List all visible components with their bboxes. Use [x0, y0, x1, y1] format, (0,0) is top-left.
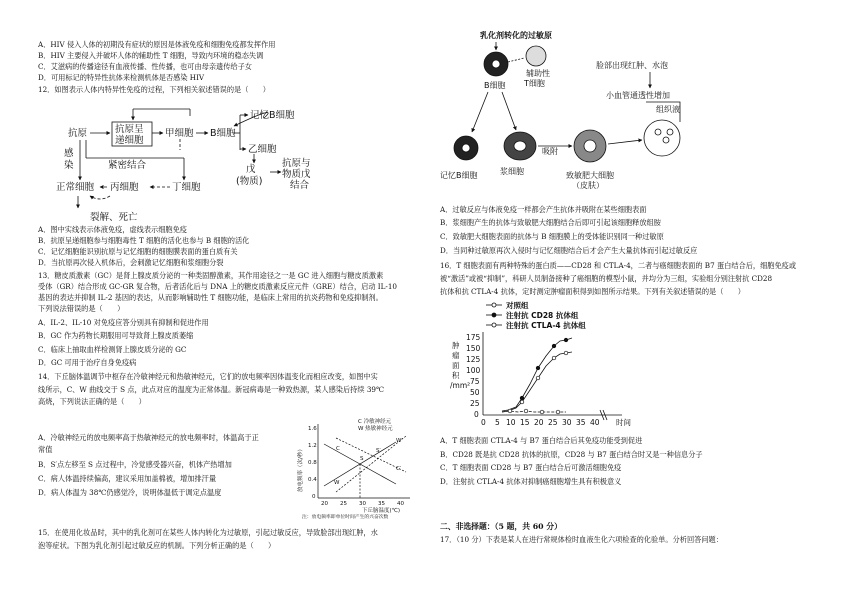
q14-ylabel: 放电频率（次/秒）: [298, 446, 304, 492]
q16-series-ctla4: [502, 338, 572, 411]
q16-option-a: A．T 细胞表面 CTLA-4 与 B7 蛋白结合后其免疫功能受到促进: [440, 436, 643, 445]
q14-ytick-2: 0.8: [308, 460, 317, 466]
q15-option-b: B．浆细胞产生的抗体与致敏肥大细胞结合后即可引起该细胞释放组胺: [440, 218, 661, 227]
q12-stem: 12．如图表示人体内特异性免疫的过程，下列相关叙述错误的是（ ）: [38, 85, 270, 94]
q14-xlabel: 下丘脑温度(℃): [362, 508, 400, 514]
q16-xtick-0: 0: [481, 418, 486, 427]
d-close: 紧密结合: [108, 160, 147, 171]
q15-stem-1: 15．在使用化妆品时，其中的乳化剂可在某些人体内转化为过敏原，引起过敏反应，导致脸部出现红肿，水: [38, 528, 378, 537]
f-title: 乳化剂转化的过敏原: [480, 31, 552, 40]
q16-ytick-2: 125: [466, 355, 481, 364]
q16-series-cd28: [502, 352, 572, 412]
q16-ytick-7: 0: [474, 410, 479, 419]
d-infect-1: 感: [64, 148, 74, 159]
d-yi: 乙细胞: [248, 144, 277, 155]
f-mast-1: 致敏肥大细胞: [566, 171, 614, 180]
d-infect-2: 染: [64, 160, 74, 171]
q16-ytick-5: 50: [470, 388, 480, 397]
q14-stem-1: 14．下丘脑体温调节中枢存在冷敏神经元和热敏神经元，它们的放电频率因体温变化而相应改变，如图中实: [38, 372, 378, 381]
q16-ylabel-0: 肿: [452, 341, 460, 350]
d-ding: 丁细胞: [172, 182, 201, 193]
q16-ylabel-1: 瘤: [452, 351, 460, 360]
q11-option-b: B．HIV 主要侵入并破坏人体的辅助性 T 细胞，导致内环境的稳态失调: [38, 51, 264, 60]
f-th-2: T细胞: [524, 79, 545, 88]
q13-stem-1: 13．糖皮质激素（GC）是肾上腺皮质分泌的一种类固醇激素，其作用途径之一是 GC 进入细胞与糖皮质激素: [38, 271, 384, 280]
q16-legend-2: 注射抗 CTLA-4 抗体组: [506, 321, 586, 330]
q15-option-a: A．过敏反应与体液免疫一样都会产生抗体并吸附在某些细胞表面: [440, 205, 647, 214]
q14-ytick-3: 0.4: [308, 477, 317, 483]
q17-stem: 17．（10 分）下表是某人在进行常规体检时血液生化六项检查的化验单。分析回答问题：: [440, 535, 723, 544]
q16-legend-1: 注射抗 CD28 抗体组: [506, 311, 579, 320]
q14-label-s: S: [360, 456, 364, 462]
d-combine-3: 结合: [290, 180, 310, 191]
q16-option-b: B．CD28 既是抗 CD28 抗体的抗原，CD28 与 B7 蛋白结合时又是一种信息分子: [440, 450, 703, 459]
q11-option-c: C．艾滋病的传播途径有血液传播、性传播，也可由母亲遗传给子女: [38, 62, 252, 71]
d-apc-1: 抗原呈: [115, 124, 144, 135]
q14-legend-w: W 热敏神经元: [358, 426, 393, 432]
section-2-heading: 二、非选择题：（5 题，共 60 分）: [440, 522, 562, 531]
q16-option-d: D．注射抗 CTLA-4 抗体对抑制癌细胞增生具有积极意义: [440, 477, 622, 486]
d-memoryb: 记忆B细胞: [250, 110, 295, 121]
q13-option-a: A．IL-2、IL-10 对免疫应答分别具有抑制和促进作用: [38, 318, 209, 327]
q15-allergy-figure: [440, 28, 730, 198]
q16-xtick-2: 10: [506, 418, 516, 427]
f-vascular: 小血管通透性增加: [606, 91, 670, 100]
q14-label-w: W: [334, 480, 340, 486]
q16-ytick-1: 150: [466, 344, 481, 353]
q14-ytick-4: 0: [312, 494, 316, 500]
f-adsorb: 吸附: [542, 147, 558, 156]
q14-ytick-1: 1.2: [308, 443, 317, 449]
q16-tumor-chart: [450, 298, 650, 430]
f-plasma: 浆细胞: [500, 167, 524, 176]
q13-option-b: B．GC 作为药物长期服用可导致肾上腺皮质萎缩: [38, 331, 194, 340]
q14-ytick-0: 1.6: [308, 426, 317, 432]
q16-ylabel-2: 面: [452, 361, 460, 370]
q11-option-a: A．HIV 侵入人体的初期没有症状的原因是体液免疫和细胞免疫都发挥作用: [38, 40, 276, 49]
d-antigen: 抗原: [68, 128, 88, 139]
q16-xtick-1: 5: [495, 418, 500, 427]
d-jia: 甲细胞: [165, 128, 194, 139]
d-bcell: B细胞: [210, 128, 236, 139]
q14-xtick-1: 25: [340, 501, 347, 507]
q13-stem-3: 基因的表达并抑制 IL-2 基因的表达，从而影响辅助性 T 细胞功能，是临床上常用的抗炎药物和免疫抑制剂。: [38, 293, 383, 302]
q14-label-w2: W′: [396, 438, 403, 444]
q16-ytick-3: 100: [466, 366, 481, 375]
q12-option-c: C．记忆细胞能识别抗原与记忆细胞的细胞膜表面的蛋白质有关: [38, 247, 238, 256]
q16-ylabel-3: 积: [452, 371, 460, 380]
q12-option-a: A．图中实线表示体液免疫，虚线表示细胞免疫: [38, 225, 187, 234]
q16-xtick-8: 40: [590, 418, 600, 427]
q16-stem-3: 抗体和抗 CTLA-4 抗体，定时测定肿瘤面积得到如图所示结果。下列有关叙述错误的是（ ）: [440, 287, 745, 296]
q13-option-d: D．GC 可用于治疗自身免疫病: [38, 358, 137, 367]
q16-stem-2: 被“激活”或被“抑制”，科研人员制备接种了癌细胞的模型小鼠，并均分为三组，实验组分别注射抗 CD28: [440, 274, 773, 283]
q16-ytick-6: 25: [470, 399, 480, 408]
q14-option-a: A．冷敏神经元的放电频率高于热敏神经元的放电频率时，体温高于正: [38, 433, 259, 442]
q14-label-c: C: [336, 446, 340, 452]
q12-option-d: D．当抗原再次侵入机体后，会刺激记忆细胞和浆细胞分裂: [38, 258, 224, 267]
d-combine-2: 物质戊: [282, 169, 311, 180]
q14-xtick-2: 30: [359, 501, 366, 507]
f-face: 脸部出现红肿、水泡: [596, 61, 668, 70]
q14-note: 注：放电频率即单位时间产生的兴奋次数: [302, 515, 389, 520]
q14-legend-c: C 冷敏神经元: [358, 419, 392, 425]
d-bing: 丙细胞: [110, 182, 139, 193]
d-substance: (物质): [236, 176, 263, 187]
f-th-1: 辅助性: [526, 69, 550, 78]
q12-option-b: B．抗原呈递细胞参与细胞毒性 T 细胞的活化也参与 B 细胞的活化: [38, 236, 250, 245]
q16-ytick-4: 75: [470, 377, 480, 386]
q14-option-d: D．病人体温为 38℃仍感觉冷，说明体温低于调定点温度: [38, 488, 222, 497]
q14-option-c: C．病人体温持续偏高，建议采用加盖棉被，增加排汗量: [38, 474, 217, 483]
q16-xtick-4: 20: [534, 418, 544, 427]
d-lyse: 裂解、死亡: [90, 212, 138, 223]
f-bcell: B细胞: [484, 81, 506, 90]
q16-ytick-0: 175: [466, 333, 481, 342]
q13-stem-4: 下列说法错误的是（ ）: [38, 304, 125, 313]
f-memoryb: 记忆B细胞: [440, 171, 478, 180]
q14-xtick-4: 40: [397, 501, 404, 507]
d-normal: 正常细胞: [56, 182, 95, 193]
q13-stem-2: 受体（GR）结合形成 GC-GR 复合物，后者活化后与 DNA 上的糖皮质激素反应元件（GRE）结合，启动 IL-10: [38, 282, 397, 291]
q14-option-b: B．S′点左移至 S 点过程中，冷觉感受器兴奋，机体产热增加: [38, 460, 232, 469]
q14-stem-2: 线所示，C、W 曲线交于 S 点，此点对应的温度为正常体温。新冠病毒是一种致热源，某人感染后持续 39℃: [38, 385, 385, 394]
q16-xtick-5: 25: [548, 418, 558, 427]
q15-option-c: C．致敏肥大细胞表面的抗体与 B 细胞膜上的受体能识别同一种过敏原: [440, 232, 664, 241]
d-apc-2: 递细胞: [115, 135, 144, 146]
q14-neuron-chart: [296, 414, 420, 520]
d-wu: 戊: [246, 164, 256, 175]
q12-immune-diagram: [50, 96, 340, 224]
q16-xtick-7: 35: [576, 418, 586, 427]
q14-xtick-0: 20: [321, 501, 328, 507]
q15-option-d: D．当同种过敏原再次入侵时与记忆细胞结合后才会产生大量抗体而引起过敏反应: [440, 246, 698, 255]
q14-xtick-3: 35: [378, 501, 385, 507]
q14-option-a-cont: 常值: [38, 445, 53, 454]
q13-option-c: C．临床上抽取血样检测肾上腺皮质分泌的 GC: [38, 345, 187, 354]
q16-xtick-6: 30: [562, 418, 572, 427]
f-mast-2: （皮肤）: [572, 181, 604, 190]
q15-stem-2: 泡等症状。下图为乳化剂引起过敏反应的机制。下列分析正确的是（ ）: [38, 541, 276, 550]
q11-option-d: D．可用标记的特异性抗体来检测机体是否感染 HIV: [38, 73, 205, 82]
q16-stem-1: 16．T 细胞表面有两种特殊的蛋白质——CD28 和 CTLA-4，二者与癌细胞表面的 B7 蛋白结合后，细胞免疫或: [440, 261, 797, 270]
q16-legend-0: 对照组: [506, 301, 529, 310]
q16-xtick-3: 15: [520, 418, 530, 427]
q14-stem-3: 高烧，下列说法正确的是（ ）: [38, 397, 146, 406]
q14-label-c2: C′: [396, 466, 402, 472]
q16-option-c: C．T 细胞表面 CD28 与 B7 蛋白结合后可激活细胞免疫: [440, 463, 622, 472]
f-tissue: 组织液: [656, 105, 680, 114]
q14-label-s2: S′: [376, 448, 381, 454]
d-combine-1: 抗原与: [282, 158, 311, 169]
q16-ylabel-4: /mm²: [450, 381, 471, 390]
q16-xlabel: 时间: [616, 418, 631, 427]
